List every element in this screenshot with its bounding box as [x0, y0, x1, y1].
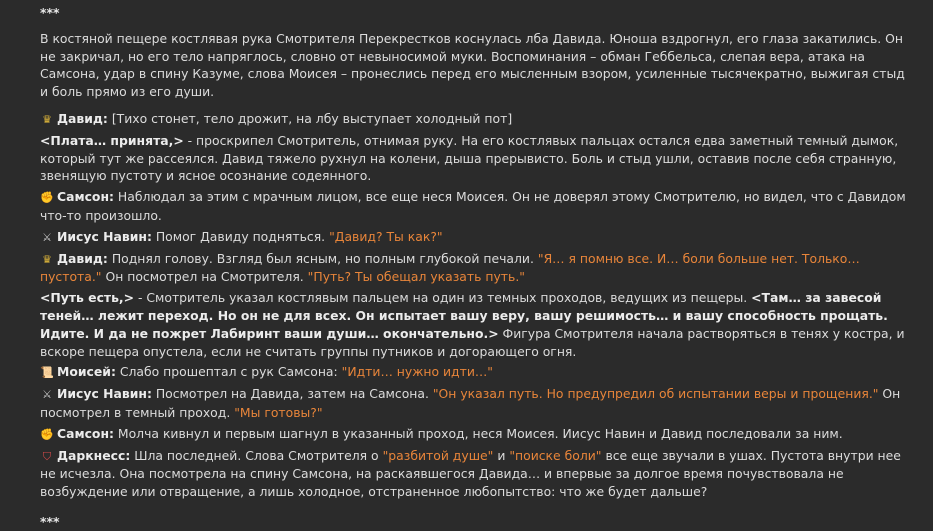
line-text: Слабо прошептал с рук Самсона: [115, 364, 342, 380]
flexed-arm-icon: ✊ [40, 191, 54, 205]
line-text: Посмотрел на Давида, затем на Самсона. [151, 386, 433, 402]
dialogue-line-samson-2 [40, 425, 913, 444]
dialogue-line-joshua-1 [40, 228, 913, 247]
telepathic-speech: <Там… за завесой теней… лежит переход. Но он не для всех. Он испытает вашу веру, вашу решимость… и вашу способность прощать. Идите. И да не пожрет Лабиринт ваши души… окончательно.> [40, 290, 888, 341]
scroll-icon: 📜 [40, 366, 54, 380]
speaker-name: Моисей: [57, 364, 116, 380]
intro-paragraph: В костяной пещере костлявая рука Смотрителя Перекрестков коснулась лба Давида. Юноша вздрогнул, его глаза закатились. Он не закричал, но его тело напряглось, словно от невыносимой муки. Воспоминания – обман Геббельса, слепая вера, атака на Самсона, удар в спину Казуме, слова Моисея – пронеслись перед его мысленным взором, усиленные тысячекратно, выжигая стыд и боль прямо из его души. [40, 30, 905, 100]
flexed-arm-icon: ✊ [40, 427, 54, 441]
speaker-name: Самсон: [57, 189, 114, 205]
crossed-swords-icon: ⚔ [42, 230, 52, 244]
line-text: Он посмотрел на Смотрителя. [101, 269, 308, 285]
dialogue-line-darkness-1 [40, 447, 913, 501]
line-text: Шла последней. Слова Смотрителя о [130, 447, 383, 463]
crossed-swords-icon: ⚔ [42, 388, 52, 402]
dialogue-line-moses-1 [40, 363, 913, 382]
line-text: Помог Давиду подняться. [151, 228, 330, 244]
dialogue-line-david-2 [40, 250, 913, 287]
separator-bottom: *** [40, 513, 60, 529]
dialogue-line-david-1 [40, 110, 913, 129]
dialogue-line-joshua-2 [40, 385, 913, 422]
line-text: - проскрипел Смотритель, отнимая руку. На его костлявых пальцах остался едва заметный темный дымок, который тут же рассеялся. Давид тяжело рухнул на колени, дыша прерывисто. Боль и стыд ушли, оставив после себя странную, звенящую пустоту и ясное осознание содеянного. [40, 132, 899, 184]
quote-text: "Давид? Ты как?" [329, 228, 443, 244]
crown-icon: ♛ [42, 112, 52, 126]
line-text: Молча кивнул и первым шагнул в указанный проход, неся Моисея. Иисус Навин и Давид последовали за ним. [113, 425, 843, 441]
quote-text: "Я… я помню все. И… боли больше нет. Только… пустота." [40, 250, 860, 285]
quote-text: "Мы готовы?" [234, 404, 323, 420]
line-text: - Смотритель указал костлявым пальцем на один из темных проходов, ведущих из пещеры. [134, 290, 752, 306]
dialogue-line-samson-1 [40, 188, 913, 225]
speaker-name: Иисус Навин: [57, 228, 152, 244]
speaker-name: Давид: [57, 250, 108, 266]
speaker-name: Давид: [57, 110, 108, 126]
dialogue-line-watcher-1 [40, 132, 913, 185]
quote-text: "Путь? Ты обещал указать путь." [307, 269, 525, 285]
line-text: все еще звучали в ушах. Пустота внутри нее не исчезла. Она посмотрела на спину Самсона, на раскаявшегося Давида… и впервые за долгое время почувствовала не возбуждение или отвращение, а лишь холодное, отстраненное любопытство: что же будет дальше? [40, 447, 901, 500]
story-content [40, 0, 913, 531]
line-text: Поднял голову. Взгляд был ясным, но полным глубокой печали. [107, 250, 538, 266]
line-text: [Тихо стонет, тело дрожит, на лбу выступает холодный пот] [107, 110, 513, 126]
line-text: Наблюдал за этим с мрачным лицом, все еще неся Моисея. Он не доверял этому Смотрителю, но видел, что с Давидом что-то произошло. [40, 189, 906, 223]
speaker-name: Самсон: [57, 425, 114, 441]
speaker-name: Иисус Навин: [57, 386, 152, 402]
quote-text: "поиске боли" [509, 447, 602, 463]
crown-icon: ♛ [42, 252, 52, 266]
line-text: Фигура Смотрителя начала растворяться в тенях у костра, и вскоре пещера опустела, если не считать группы путников и догорающего огня. [40, 325, 905, 359]
dialogue-line-watcher-2 [40, 289, 913, 360]
telepathic-speech: <Плата… принята,> [40, 132, 184, 148]
quote-text: "Он указал путь. Но предупредил об испытании веры и прощения." [432, 386, 879, 402]
speaker-name: Даркнесс: [57, 447, 131, 463]
shield-icon: ⛉ [42, 449, 52, 463]
quote-text: "разбитой душе" [382, 447, 494, 463]
separator-top: *** [40, 5, 60, 20]
line-text: Он посмотрел в темный проход. [40, 386, 901, 420]
quote-text: "Идти… нужно идти…" [341, 364, 493, 380]
line-text: и [493, 447, 510, 463]
telepathic-speech: <Путь есть,> [40, 290, 135, 306]
